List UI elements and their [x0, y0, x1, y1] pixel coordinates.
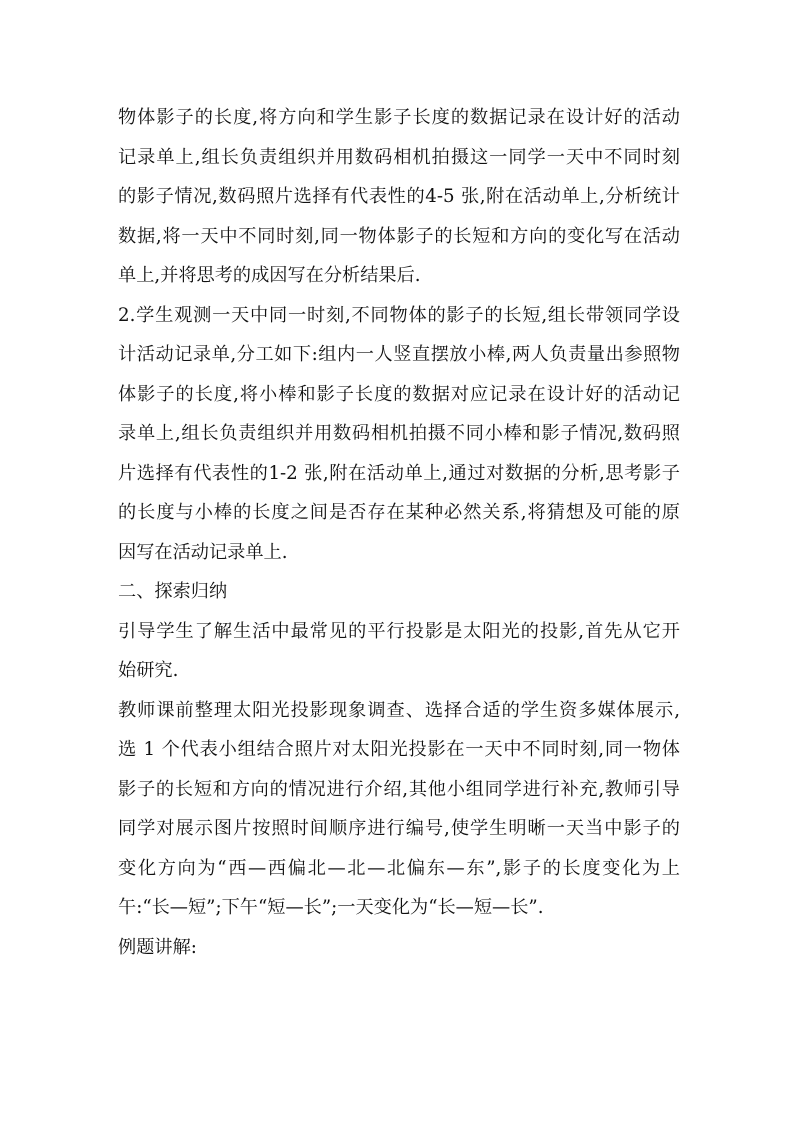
paragraph-line-12: 因写在活动记录单上. — [118, 541, 288, 563]
paragraph-line-18: 影子的长短和方向的情况进行介绍,其他小组同学进行补充,教师引导 — [118, 778, 680, 800]
paragraph-line-8: 体影子的长度,将小棒和影子长度的数据对应记录在设计好的活动记 — [118, 383, 680, 405]
paragraph-line-15: 始研究. — [118, 660, 179, 681]
paragraph-line-6: 2.学生观测一天中同一时刻,不同物体的影子的长短,组长带领同学设 — [118, 304, 680, 326]
paragraph-line-16: 教师课前整理太阳光投影现象调查、选择合适的学生资多媒体展示, — [118, 699, 680, 721]
document-body — [118, 98, 680, 967]
paragraph-line-7: 计活动记录单,分工如下:组内一人竖直摆放小棒,两人负责量出参照物 — [118, 344, 680, 365]
paragraph-line-3: 的影子情况,数码照片选择有代表性的4-5 张,附在活动单上,分析统计 — [118, 186, 680, 207]
paragraph-line-14: 引导学生了解生活中最常见的平行投影是太阳光的投影,首先从它开 — [118, 620, 680, 642]
paragraph-line-17: 选 1 个代表小组结合照片对太阳光投影在一天中不同时刻,同一物体 — [118, 739, 680, 760]
paragraph-line-5: 单上,并将思考的成因写在分析结果后. — [118, 265, 421, 286]
paragraph-line-4: 数据,将一天中不同时刻,同一物体影子的长短和方向的变化写在活动 — [118, 225, 680, 247]
paragraph-line-20: 变化方向为“西—西偏北—北—北偏东—东”,影子的长度变化为上 — [118, 857, 680, 879]
paragraph-line-1: 物体影子的长度,将方向和学生影子长度的数据记录在设计好的活动 — [118, 107, 680, 128]
paragraph-line-21: 午:“长—短”;下午“短—长”;一天变化为“长—短—长”. — [118, 897, 544, 918]
paragraph-line-11: 的长度与小棒的长度之间是否存在某种必然关系,将猜想及可能的原 — [118, 502, 680, 523]
paragraph-line-9: 录单上,组长负责组织并用数码相机拍摄不同小棒和影子情况,数码照 — [118, 423, 680, 444]
section-heading: 二、探索归纳 — [118, 581, 228, 602]
example-heading: 例题讲解: — [118, 936, 197, 958]
paragraph-line-10: 片选择有代表性的1-2 张,附在活动单上,通过对数据的分析,思考影子 — [118, 462, 680, 484]
paragraph-line-19: 同学对展示图片按照时间顺序进行编号,使学生明晰一天当中影子的 — [118, 818, 680, 839]
paragraph-line-2: 记录单上,组长负责组织并用数码相机拍摄这一同学一天中不同时刻 — [118, 146, 680, 168]
